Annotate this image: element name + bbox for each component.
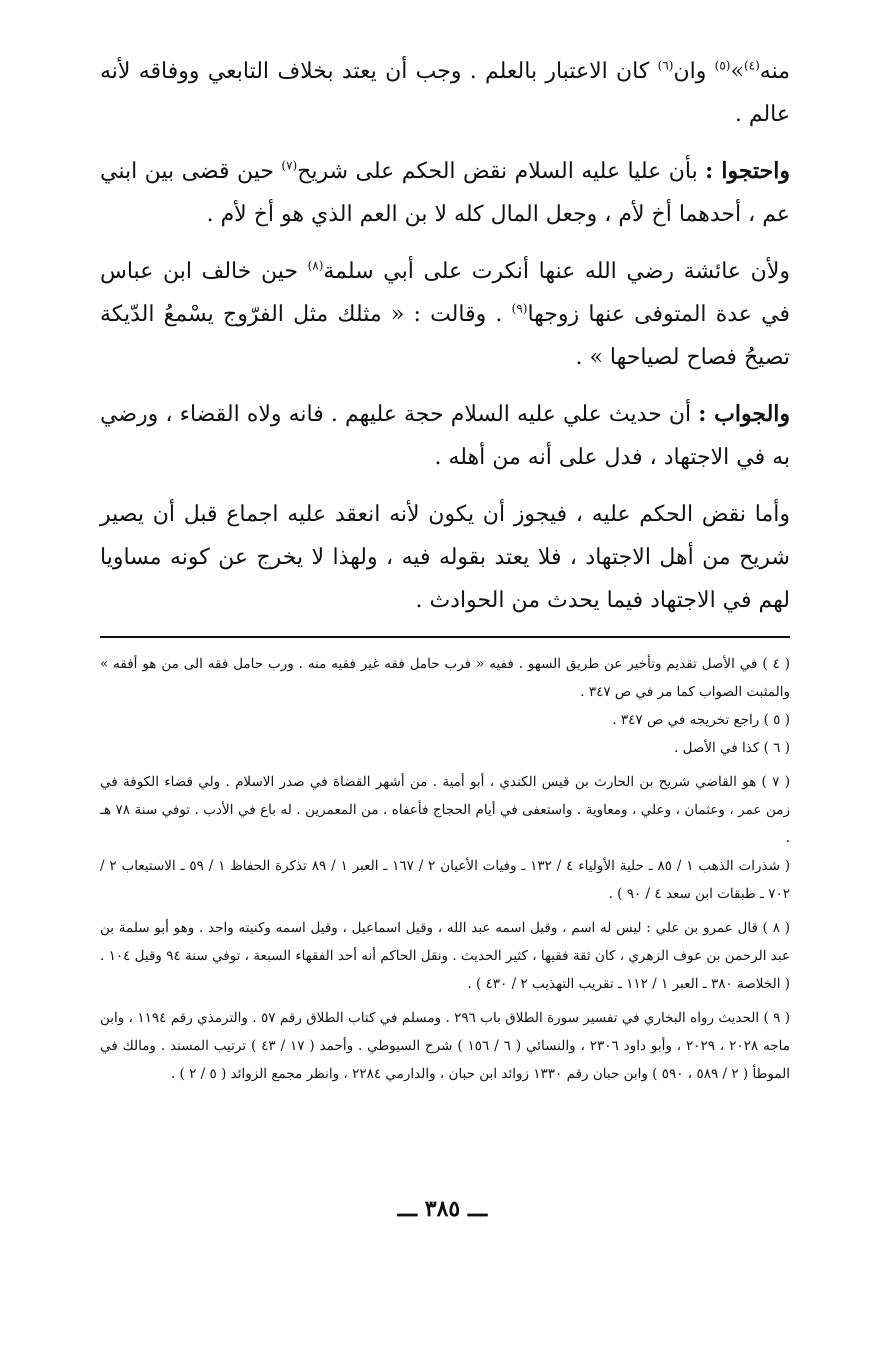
paragraph-text: . وقالت : « مثلك مثل الفرّوج يسْمعُ الدّيكة تصيحُ فصاح لصياحها » . bbox=[100, 302, 790, 370]
footnote: ( ٩ ) الحديث رواه البخاري في تفسير سورة الطلاق باب ٢٩٦ . ومسلم في كتاب الطلاق رقم ٥٧ . والترمذي رقم ١١٩٤ ، وابن ماجه ٢٠٢٨ ، ٢٠٢٩ ، وأبو داود ٢٣٠٦ ، والنسائي ( ٦ / ١٥٦ ) شرح السيوطي . وأحمد ( ١٧ / ٤٣ ) ترتيب المسند . ومالك في الموطأ ( ٢ / ٥٨٩ ، ٥٩٠ ) وابن حبان رقم ١٣٣٠ زوائد ابن حبان ، والدارمي ٢٢٨٤ ، وانظر مجمع الزوائد ( ٥ / ٢ ) . bbox=[100, 1010, 791, 1082]
footnote-group bbox=[100, 650, 790, 762]
paragraph bbox=[100, 493, 790, 622]
paragraph bbox=[100, 50, 790, 136]
footnote-separator bbox=[100, 636, 790, 638]
paragraph-text: حين خالف ابن عباس في عدة المتوفى عنها زوجها bbox=[100, 259, 790, 327]
footnote-marker: (٤) bbox=[743, 58, 760, 73]
paragraph-text: أن حديث علي عليه السلام حجة عليهم . فانه ولاه القضاء ، ورضي به في الاجتهاد ، فدل على أنه من أهله . bbox=[100, 402, 790, 470]
footnote: ( ٧ ) هو القاضي شريح بن الحارث بن قيس الكندي ، أبو أمية . من أشهر القضاة في صدر الاسلام . ولي قضاء الكوفة في زمن عمر ، وعثمان ، وعلي ، ومعاوية . واستعفى في أيام الحجاج فأعفاه . من المعمرين . له باع في الأدب . توفي سنة ٧٨ هـ . bbox=[100, 774, 790, 846]
footnote-marker: (٥) bbox=[714, 58, 731, 73]
paragraph-text: بأن عليا عليه السلام نقض الحكم على شريح bbox=[297, 159, 706, 184]
footnote: ( الخلاصة ٣٨٠ ـ العبر ١ / ١١٢ ـ تقريب التهذيب ٢ / ٤٣٠ ) . bbox=[467, 976, 790, 992]
paragraph-text: حين قضى بين ابني عم ، أحدهما أخ لأم ، وجعل المال كله لا بن العم الذي هو أخ لأم . bbox=[100, 159, 790, 227]
footnote-marker: (٨) bbox=[307, 258, 324, 273]
paragraph-text: وان bbox=[673, 59, 715, 84]
paragraph-text: كان الاعتبار بالعلم . وجب أن يعتد بخلاف التابعي ووفاقه لأنه عالم . bbox=[100, 59, 790, 127]
footnote-marker: (٧) bbox=[281, 158, 298, 173]
footnote: ( ٥ ) راجع تخريجه في ص ٣٤٧ . bbox=[612, 712, 790, 728]
footnote: ( ٤ ) في الأصل تقديم وتأخير عن طريق السهو . ففيه « فرب حامل فقه غير فقيه منه . ورب حامل فقه الى من هو أفقه » والمثبت الصواب كما مر في ص ٣٤٧ . bbox=[100, 656, 790, 700]
footnotes bbox=[100, 650, 790, 1088]
paragraph-text: وأما نقض الحكم عليه ، فيجوز أن يكون لأنه انعقد عليه اجماع قبل أن يصير شريح من أهل الاجتهاد ، فلا يعتد بقوله فيه ، ولهذا لا يخرج عن كونه مساويا لهم في الاجتهاد فيما يحدث من الحوادث . bbox=[100, 502, 790, 613]
paragraph-lead: واحتجوا : bbox=[705, 158, 791, 184]
paragraph-lead: والجواب : bbox=[698, 401, 791, 427]
paragraph bbox=[100, 250, 790, 379]
paragraph bbox=[100, 150, 790, 236]
footnote-marker: (٩) bbox=[511, 301, 528, 316]
paragraph bbox=[100, 393, 790, 479]
main-text bbox=[100, 50, 790, 622]
page-content bbox=[100, 50, 790, 1094]
footnote: ( شذرات الذهب ١ / ٨٥ ـ حلية الأولياء ٤ / ١٣٢ ـ وفيات الأعيان ٢ / ١٦٧ ـ العبر ١ / ٨٩ تذكرة الحفاظ ١ / ٥٩ ـ الاستيعاب ٢ / ٧٠٢ ـ طبقات ابن سعد ٤ / ٩٠ ) . bbox=[100, 858, 791, 902]
footnote-group bbox=[100, 768, 790, 908]
footnote: ( ٨ ) قال عمرو بن علي : ليس له اسم ، وقيل اسمه عبد الله ، وقيل اسماعيل ، وقيل اسمه وكنيته واحد . وهو أبو سلمة بن عبد الرحمن بن عوف الزهري ، كان ثقة فقيها ، كثير الحديث . ونقل الحاكم أنه أحد الفقهاء السبعة ، توفي سنة ٩٤ وقيل ١٠٤ . bbox=[100, 920, 790, 964]
footnote-group bbox=[100, 1004, 790, 1088]
paragraph-text: » bbox=[730, 59, 744, 84]
footnote-group bbox=[100, 914, 790, 998]
footnote-marker: (٦) bbox=[657, 58, 674, 73]
page-number: ـــ ٣٨٥ ـــ bbox=[397, 1196, 488, 1222]
footnote: ( ٦ ) كذا في الأصل . bbox=[674, 740, 790, 756]
paragraph-text: منه bbox=[759, 59, 790, 84]
paragraph-text: ولأن عائشة رضي الله عنها أنكرت على أبي سلمة bbox=[323, 259, 790, 284]
